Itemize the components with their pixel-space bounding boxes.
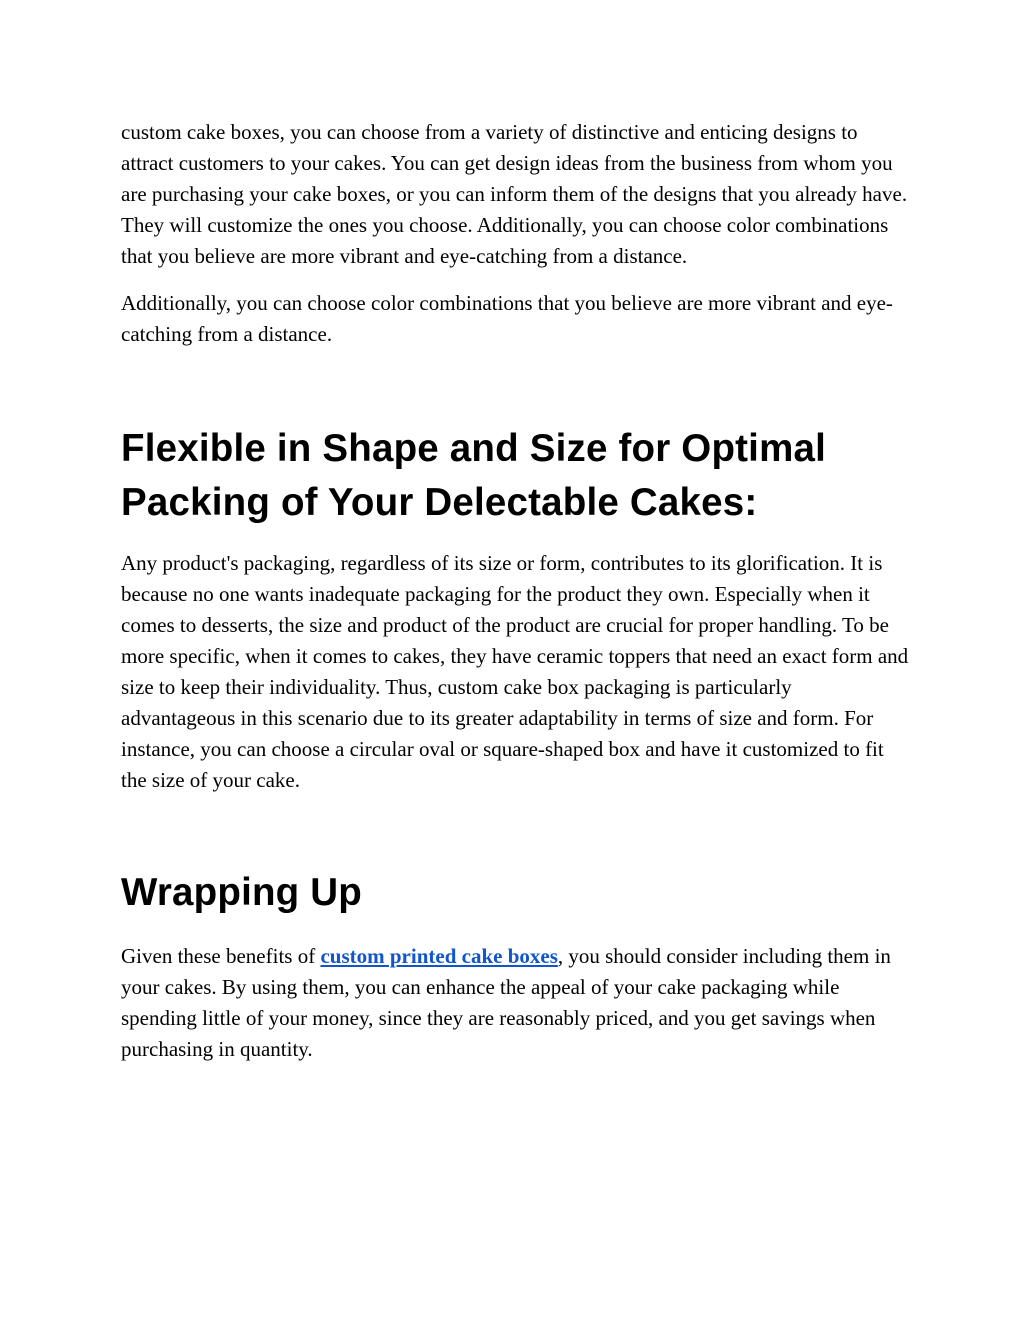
shape-size-paragraph: Any product's packaging, regardless of its size or form, contributes to its glorification. It is because no one wants inadequate packaging for the product they own. Especially when it comes to desserts, the size and product of the product are crucial for proper handling. To be more specific, when it comes to cakes, they have ceramic toppers that need an exact form and size to keep their individuality. Thus, custom cake box packaging is particularly advantageous in this scenario due to its greater adaptability in terms of size and form. For instance, you can choose a circular oval or square-shaped box and have it customized to fit the size of your cake. bbox=[121, 551, 909, 792]
wrapping-up-text-before: Given these benefits of bbox=[121, 944, 321, 968]
repeat-paragraph: Additionally, you can choose color combinations that you believe are more vibrant and eye-catching from a distance. bbox=[121, 291, 893, 346]
wrapping-up-text-after: , you should consider including them in your cakes. By using them, you can enhance the appeal of your cake packaging while spending little of your money, since they are reasonably priced, and you get savings when purchasing in quantity. bbox=[121, 944, 891, 1061]
section-heading-wrapping-up: Wrapping Up bbox=[121, 871, 363, 914]
section-heading-shape-size: Flexible in Shape and Size for Optimal Packing of Your Delectable Cakes: bbox=[121, 427, 827, 524]
wrapping-up-paragraph bbox=[121, 941, 911, 1065]
custom-printed-cake-boxes-link[interactable]: custom printed cake boxes bbox=[320, 944, 558, 968]
document-page bbox=[121, 117, 911, 1065]
intro-paragraph: custom cake boxes, you can choose from a variety of distinctive and enticing designs to attract customers to your cakes. You can get design ideas from the business from whom you are purchasing your cake boxes, or you can inform them of the designs that you already have. They will customize the ones you choose. Additionally, you can choose color combinations that you believe are more vibrant and eye-catching from a distance. bbox=[121, 120, 908, 268]
